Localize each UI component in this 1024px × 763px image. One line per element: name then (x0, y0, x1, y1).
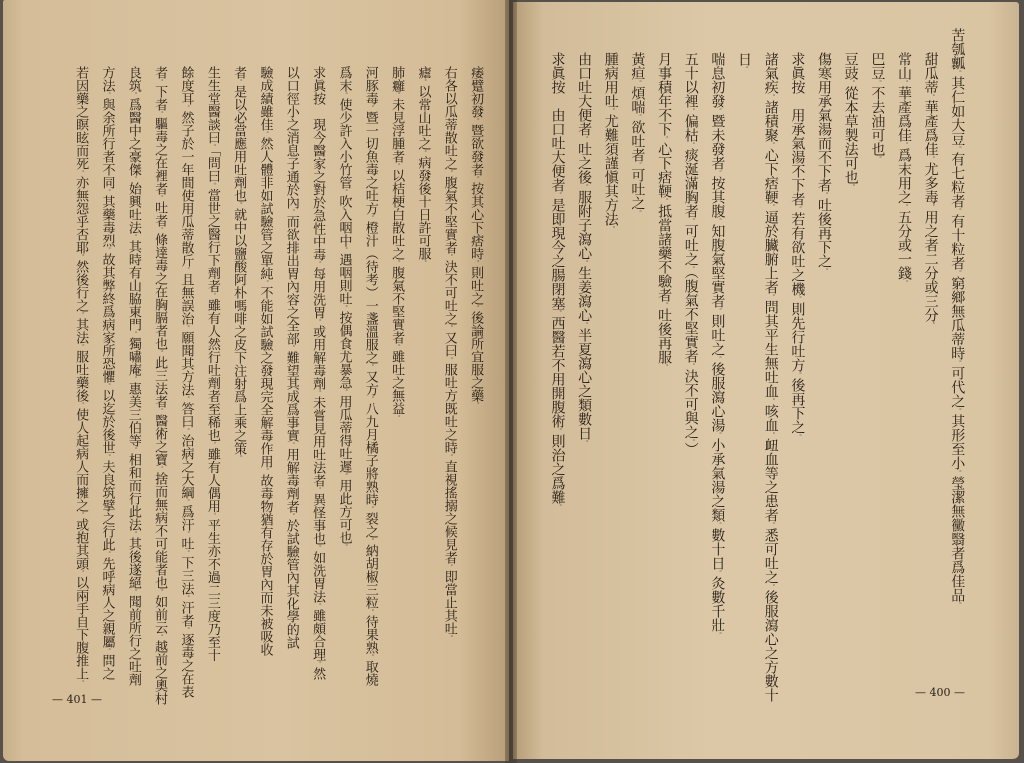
punctuation-mark: 。 (554, 504, 562, 510)
punctuation-mark: 。 (235, 79, 243, 85)
punctuation-mark: 。 (767, 584, 775, 590)
punctuation-mark: 。 (847, 80, 855, 86)
text-column: 由口吐大便者。吐之後。服附子瀉心。生姜瀉心。半夏瀉心之類數日。 (576, 52, 593, 446)
left-page-text-block (67, 66, 488, 705)
punctuation-mark: 。 (156, 79, 164, 85)
punctuation-mark: 。 (129, 589, 137, 595)
punctuation-mark: 。 (634, 114, 642, 120)
text-column: 餘度耳。然子於一年間使用瓜蒂散斤。且無誤治。願聞其方法。答曰。治病之大綱。爲汗。吐。下三法。汗者。逐毒之在表 (178, 66, 194, 698)
text-column: 巴豆。不去油可也。 (869, 52, 886, 162)
punctuation-mark: 。 (182, 550, 190, 556)
punctuation-mark: 。 (714, 108, 722, 114)
punctuation-mark: 。 (156, 408, 164, 414)
punctuation-mark: 。 (687, 142, 695, 148)
punctuation-mark: 。 (714, 356, 722, 362)
punctuation-mark: 。 (182, 428, 190, 434)
punctuation-mark: 。 (129, 447, 137, 453)
punctuation-mark: 。 (340, 544, 348, 550)
punctuation-mark: 。 (607, 108, 615, 114)
punctuation-mark: 。 (287, 209, 295, 215)
punctuation-mark: 。 (661, 136, 669, 142)
punctuation-mark: 。 (634, 80, 642, 86)
punctuation-mark: 。 (129, 531, 137, 537)
punctuation-mark: 。 (235, 202, 243, 208)
text-column: 諸氣疾。諸積聚。心下痞鞕。逼於臟腑上者。問其平生無吐血。咳血。衄血等之患者。悉可吐之。後服瀉心之方數十 (762, 52, 779, 702)
punctuation-mark: 。 (767, 294, 775, 300)
punctuation-mark: 。 (661, 198, 669, 204)
punctuation-mark: 。 (314, 487, 322, 493)
punctuation-mark: 。 (208, 512, 216, 519)
punctuation-mark: 。 (472, 305, 480, 311)
punctuation-mark: 。 (581, 440, 589, 446)
punctuation-mark: 。 (182, 105, 190, 111)
punctuation-mark: 。 (129, 376, 137, 382)
punctuation-mark: 。 (874, 80, 882, 86)
text-column: 驗成績雖佳。然人體非如試驗管之單純。不能如試驗之發現完全解毒作用。故毒物猶有存於胃內而未被吸收 (257, 66, 273, 656)
punctuation-mark: 。 (208, 182, 216, 189)
punctuation-mark: 。 (954, 408, 962, 414)
punctuation-mark: 。 (103, 383, 111, 389)
punctuation-mark: 。 (714, 308, 722, 314)
punctuation-mark: 。 (156, 634, 164, 640)
punctuation-mark: 。 (927, 204, 935, 210)
text-column: 豆豉。從本草製法可也。 (842, 52, 859, 190)
punctuation-mark: 。 (103, 648, 111, 654)
punctuation-mark: 。 (472, 402, 480, 408)
text-column: 以口徑小之消息子通於內。而欲排出胃內容之全部。難望其成爲事實。用解毒劑者。於試驗管內其化學的試 (283, 66, 299, 649)
text-column: 爲末。使少許入小竹管。吹入咽中。遇咽則吐。按偶食尤暴急。用瓜蒂得吐遲。用此方可也。 (336, 66, 352, 550)
punctuation-mark: 。 (156, 589, 164, 595)
page-number: — 400 — (915, 686, 965, 699)
text-column: 日。 (736, 52, 753, 72)
punctuation-mark: 。 (77, 680, 85, 686)
punctuation-mark: 。 (954, 70, 962, 76)
punctuation-mark: 。 (714, 170, 722, 176)
punctuation-mark: 。 (340, 247, 348, 253)
punctuation-mark: 。 (366, 364, 374, 370)
punctuation-mark: 。 (261, 468, 269, 474)
punctuation-mark: 。 (366, 609, 374, 615)
punctuation-mark: 。 (419, 260, 427, 266)
punctuation-mark: 。 (794, 296, 802, 302)
punctuation-mark: 。 (182, 499, 190, 505)
punctuation-mark: 。 (340, 92, 348, 98)
text-column: 良筑。爲醫中之豪傑。始興吐法。其時有山脇東門。獨嘯庵。惠美三伯等。相和而行此法。其後遂絕。聞前所行之吐劑 (125, 66, 141, 686)
text-column: 喘息初發。暨未發者。按其腹。知腹氣堅實者。則吐之。後服瀉心湯。小承氣湯之類。數十日。灸數千壯。 (709, 52, 726, 638)
punctuation-mark: 。 (314, 603, 322, 609)
punctuation-mark: 。 (77, 170, 85, 176)
punctuation-mark: 。 (821, 192, 828, 198)
punctuation-mark: 。 (103, 551, 111, 557)
punctuation-mark: 。 (741, 66, 749, 72)
punctuation-mark: 。 (687, 108, 695, 114)
punctuation-mark: 。 (156, 227, 164, 233)
text-column: 五十以裡。偏枯。痰涎滿胸者。可吐之。（腹氣不堅實者。決不可與之。） (682, 52, 699, 456)
punctuation-mark: 。 (366, 105, 374, 111)
punctuation-mark: 。 (954, 470, 962, 476)
punctuation-mark: 。 (314, 661, 322, 667)
punctuation-mark: 。 (954, 208, 962, 214)
punctuation-mark: 。 (393, 163, 401, 169)
punctuation-mark: 。 (208, 441, 216, 448)
punctuation-mark: 。 (129, 176, 137, 182)
text-column: 甜瓜蒂。華產爲佳。尤多毒。用之者二分或三分。 (922, 52, 939, 328)
punctuation-mark: 。 (314, 390, 322, 396)
punctuation-mark: 。 (714, 432, 722, 438)
text-column: 常山。華產爲佳。爲末用之。五分或一錢。 (895, 52, 912, 286)
punctuation-mark: 。 (77, 312, 85, 318)
punctuation-mark: 。 (445, 564, 453, 570)
punctuation-mark: 。 (314, 261, 322, 267)
punctuation-mark: 。 (581, 322, 589, 328)
text-column: 肺癰。未見浮腫者。以桔梗白散吐之。腹氣不堅實者。雖吐之無益。 (389, 66, 405, 421)
punctuation-mark: 。 (554, 310, 562, 316)
punctuation-mark: 。 (714, 570, 722, 576)
punctuation-mark: 。 (794, 434, 802, 440)
punctuation-mark: 。 (687, 439, 695, 442)
page-number: — 401 — (52, 693, 102, 706)
punctuation-mark: 。 (314, 545, 322, 551)
text-column: 傷寒用承氣湯而不下者。吐後再下之。 (816, 52, 832, 274)
punctuation-mark: 。 (419, 150, 427, 156)
text-column: 求眞按 用承氣湯不下者。若有欲吐之機。則先行吐方。後再下之。 (789, 52, 806, 440)
punctuation-mark: 。 (687, 266, 695, 272)
punctuation-mark: 。 (156, 466, 164, 472)
text-column: 生生堂醫談曰。「問曰。當世之醫行下劑者。雖有人然行吐劑者至稀也。雖有人偶用。平生亦不過二三度乃至十 (204, 66, 220, 662)
punctuation-mark: 。 (767, 432, 775, 438)
text-column: 瘧。以常山吐之。病發後十日許可服。 (415, 66, 431, 266)
punctuation-mark: 。 (794, 206, 802, 212)
punctuation-mark: 。 (445, 325, 453, 331)
punctuation-mark: 。 (954, 602, 962, 608)
punctuation-mark: 。 (445, 254, 453, 260)
punctuation-mark: 。 (900, 142, 908, 148)
punctuation-mark: 。 (261, 131, 269, 137)
punctuation-mark: 。 (393, 415, 401, 421)
punctuation-mark: 。 (794, 372, 802, 378)
punctuation-mark: 。 (287, 513, 295, 519)
punctuation-mark: 。 (687, 363, 695, 369)
punctuation-mark: 。 (954, 360, 962, 366)
punctuation-mark: 。 (182, 325, 190, 331)
punctuation-mark: 。 (581, 184, 589, 190)
punctuation-mark: 。 (103, 92, 111, 98)
punctuation-mark: 。 (821, 268, 828, 274)
punctuation-mark: 。 (393, 344, 401, 350)
punctuation-mark: 。 (77, 512, 85, 518)
punctuation-mark: 。 (900, 80, 908, 86)
punctuation-mark: 。 (340, 473, 348, 479)
punctuation-mark: 。 (366, 654, 374, 660)
punctuation-mark: 。 (661, 364, 669, 370)
punctuation-mark: 。 (472, 176, 480, 182)
text-column: 右各以瓜蒂散吐之。腹氣不堅實者。決不可吐之。又曰。服吐方既吐之時。直視搖搦之候見者。即當止其吐。 (441, 66, 457, 641)
punctuation-mark: 。 (900, 204, 908, 210)
text-column: 苦瓠瓤。其仁如大豆。有七粒者。有十粒者。窮鄉無瓜蒂時。可代之。其形至小。瑩潔無黴翳者爲佳品。 (949, 28, 966, 608)
punctuation-mark: 。 (581, 260, 589, 266)
punctuation-mark: 。 (954, 270, 962, 276)
text-column: 若因藥之瞑眩而死。亦無怨乎否耶。然後行之。其法。服吐藥後。使人起病人而擁之。或抱其頭。以兩手自下腹推上。 (73, 66, 89, 686)
punctuation-mark: 。 (77, 254, 85, 260)
punctuation-mark: 。 (129, 331, 137, 337)
punctuation-mark: 。 (847, 184, 855, 190)
punctuation-mark: 。 (261, 280, 269, 286)
punctuation-mark: 。 (235, 455, 243, 461)
punctuation-mark: 。 (340, 189, 348, 195)
punctuation-mark: 。 (554, 428, 562, 434)
punctuation-mark: 。 (954, 146, 962, 152)
punctuation-mark: 。 (687, 218, 695, 224)
punctuation-mark: 。 (445, 357, 453, 363)
punctuation-mark: 。 (156, 350, 164, 356)
punctuation-mark: 。 (714, 522, 722, 528)
punctuation-mark: 。 (927, 94, 935, 100)
punctuation-mark: 。 (340, 305, 348, 311)
text-column: 求眞按 現今醫家之對於急性中毒。每用洗胃。或用解毒劑。未嘗見用吐法者。異怪事也。如洗胃法。雖頗合理。然 (310, 66, 326, 680)
punctuation-mark: 。 (393, 260, 401, 266)
text-column: 黃疸。煩喘。欲吐者。可吐之。 (629, 52, 646, 216)
punctuation-mark: 。 (445, 170, 453, 176)
punctuation-mark: 。 (767, 398, 775, 404)
punctuation-mark: 。 (366, 506, 374, 512)
punctuation-mark: 。 (103, 189, 111, 195)
punctuation-mark: 。 (182, 595, 190, 601)
punctuation-mark: 。 (208, 292, 216, 299)
punctuation-mark: 。 (900, 280, 908, 286)
punctuation-mark: 。 (714, 218, 722, 224)
punctuation-mark: 。 (445, 454, 453, 460)
punctuation-mark: 。 (393, 92, 401, 98)
punctuation-mark: 。 (927, 156, 935, 162)
punctuation-mark: 。 (767, 204, 775, 210)
punctuation-mark: 。 (767, 522, 775, 528)
punctuation-mark: 。 (767, 142, 775, 148)
punctuation-mark: 。 (156, 111, 164, 117)
punctuation-mark: 。 (472, 260, 480, 266)
punctuation-mark: 。 (927, 322, 935, 328)
text-column: 者。下者。驅毒之在裡者。吐者。條達毒之在胸膈者也。此三法者。醫術之寶。捨而無病不可能者也。如前云。越前之奧村 (152, 66, 168, 705)
punctuation-mark: 。 (714, 632, 722, 638)
punctuation-mark: 。 (445, 635, 453, 641)
punctuation-mark: 。 (129, 92, 137, 98)
punctuation-mark: 。 (103, 247, 111, 253)
punctuation-mark: 。 (208, 144, 216, 150)
book-gutter (505, 0, 517, 763)
punctuation-mark: 。 (607, 226, 615, 232)
punctuation-mark: 。 (156, 195, 164, 201)
right-page-text-block (544, 28, 971, 702)
punctuation-mark: 。 (366, 215, 374, 221)
punctuation-mark: 。 (767, 94, 775, 100)
punctuation-mark: 。 (661, 302, 669, 308)
punctuation-mark: 。 (182, 531, 190, 537)
text-column: 月事積年不下。心下痞鞕。抵當諸藥不驗者。吐後再服。 (656, 52, 673, 370)
punctuation-mark: 。 (182, 267, 190, 273)
text-column: 痿躄初發。暨欲發者。按其心下痞時。則吐之。後論所宜服之藥。 (468, 66, 484, 408)
punctuation-mark: 。 (874, 156, 882, 162)
text-column: 腫病用吐。尤難須謹愼其方法。 (602, 52, 619, 232)
punctuation-mark: 。 (103, 454, 111, 460)
text-column: 方法。與余所行者不同。其藥毒烈。故其弊終爲病家所恐懼。以迄於後世。夫良筑擘之行此。先呼病人之親屬。問之 (99, 66, 115, 680)
punctuation-mark: 。 (77, 402, 85, 408)
punctuation-mark: 。 (129, 234, 137, 240)
punctuation-mark: 。 (287, 442, 295, 448)
text-column: 求眞按 由口吐大便者。是即現今之腸閉塞。西醫若不用開腹術。則治之爲難。 (549, 52, 566, 510)
punctuation-mark: 。 (314, 319, 322, 325)
punctuation-mark: 。 (182, 396, 190, 402)
punctuation-mark: 。 (366, 538, 374, 544)
punctuation-mark: 。 (340, 389, 348, 395)
punctuation-mark: 。 (581, 136, 589, 142)
punctuation-mark: 。 (77, 570, 85, 576)
text-column: 者。是以必當應用吐劑也。就中以鹽酸阿朴嗎啡之皮下注射爲上乘之策。 (231, 66, 247, 461)
punctuation-mark: 。 (472, 118, 480, 124)
punctuation-mark: 。 (554, 192, 562, 198)
punctuation-mark: 。 (634, 210, 642, 216)
punctuation-mark: 。 (634, 162, 642, 168)
punctuation-mark: 。 (77, 344, 85, 350)
punctuation-mark: 。 (419, 79, 427, 85)
punctuation-mark: 。 (287, 345, 295, 351)
text-column: 河豚毒。暨一切魚毒之吐方。橙汁（待考）一盞溫服之。又方。八九月橘子將熟時。裂之。納胡椒三粒。待果熟。取燒 (362, 66, 378, 686)
punctuation-mark: 。 (366, 396, 374, 402)
punctuation-mark: 。 (182, 627, 190, 633)
